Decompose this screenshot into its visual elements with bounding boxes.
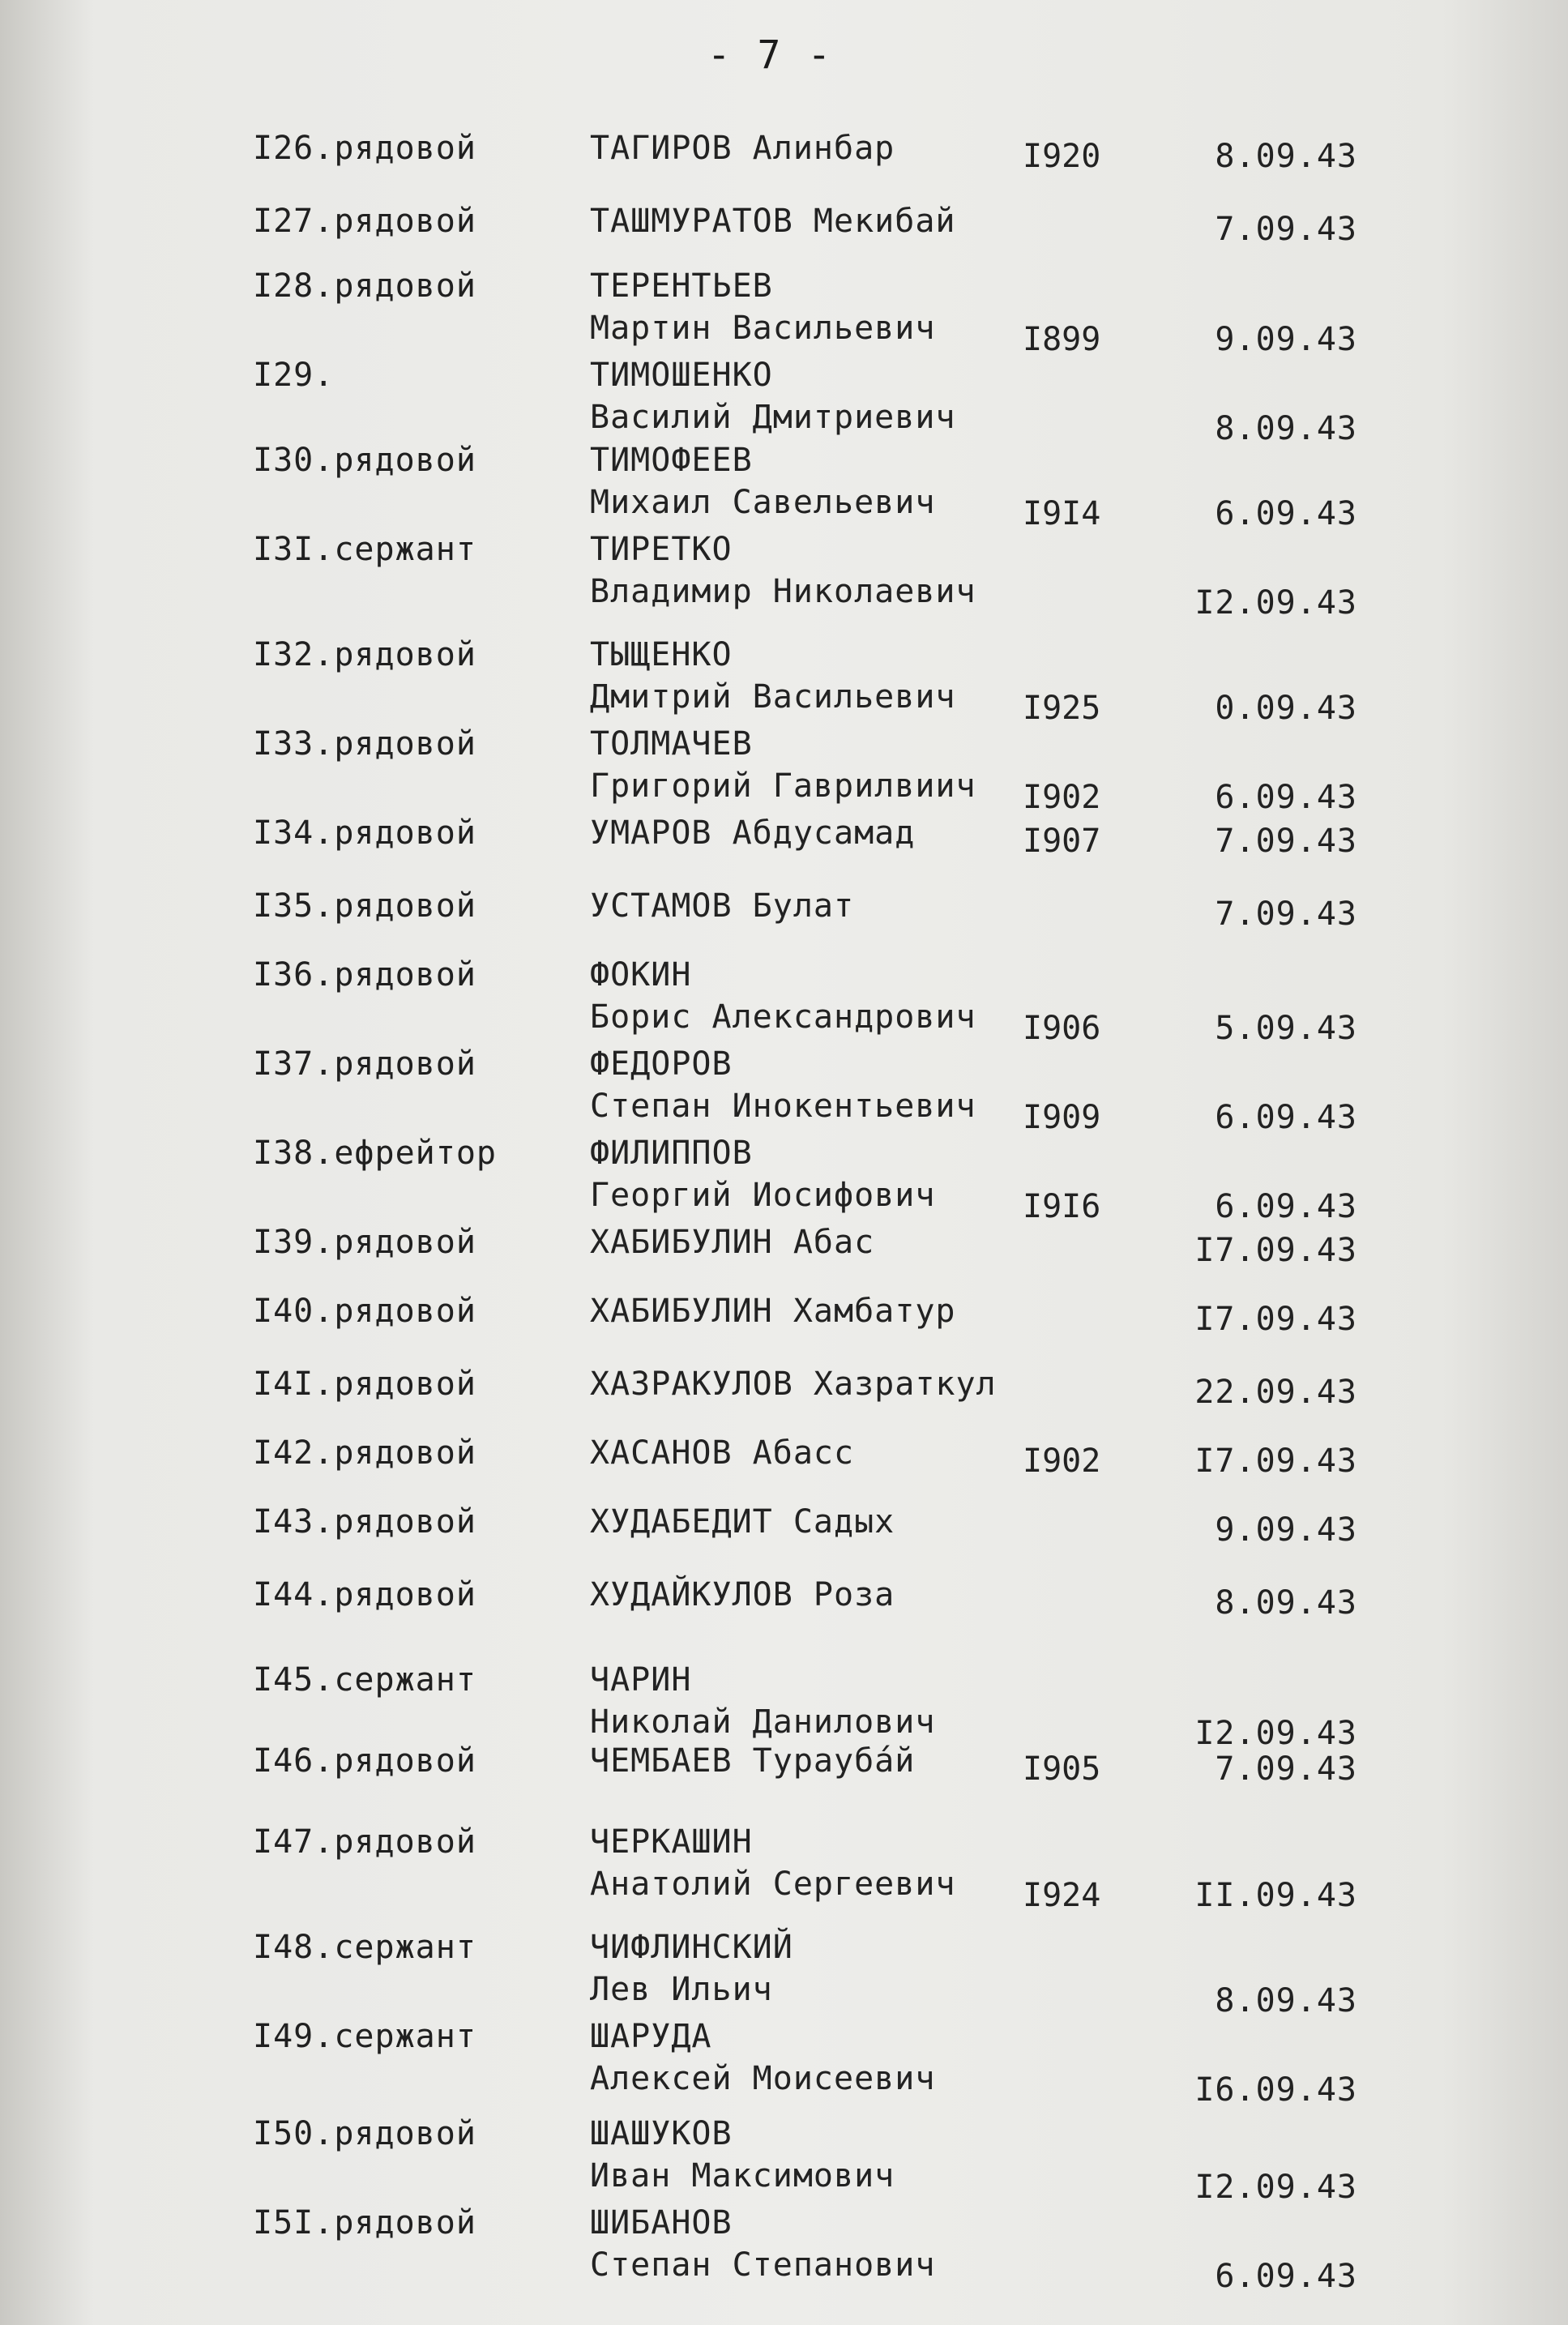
list-item: [0, 1929, 1568, 2018]
surname: ХУДАБЕДИТ Садых: [590, 1503, 895, 1541]
entry-number-rank: I4I.рядовой: [253, 1366, 476, 1403]
surname: ШИБАНОВ: [590, 2204, 733, 2242]
surname: ЧАРИН: [590, 1661, 692, 1699]
list-item: [0, 1661, 1568, 1750]
date: 8.09.43: [1215, 138, 1357, 175]
given-names: Василий Дмитриевич: [590, 399, 956, 436]
date: 9.09.43: [1215, 321, 1357, 358]
date: 5.09.43: [1215, 1010, 1357, 1047]
entry-number-rank: I5I.рядовой: [253, 2204, 476, 2242]
entry-number-rank: I34.рядовой: [253, 814, 476, 852]
surname: ХАСАНОВ Абасс: [590, 1434, 855, 1472]
entry-number-rank: I33.рядовой: [253, 725, 476, 763]
list-item: [0, 357, 1568, 446]
surname: ФЕДОРОВ: [590, 1045, 733, 1083]
birth-year: I907: [1023, 823, 1101, 860]
entry-number-rank: I28.рядовой: [253, 267, 476, 305]
surname: ТАГИРОВ Алинбар: [590, 130, 895, 167]
entry-number-rank: I43.рядовой: [253, 1503, 476, 1541]
list-item: [0, 956, 1568, 1045]
entry-number-rank: I49.сержант: [253, 2018, 476, 2055]
surname: ТИМОШЕНКО: [590, 357, 773, 394]
list-item: [0, 267, 1568, 357]
birth-year: I905: [1023, 1750, 1101, 1788]
date: I2.09.43: [1194, 1715, 1357, 1752]
list-item: [0, 1823, 1568, 1913]
entry-number-rank: I48.сержант: [253, 1929, 476, 1966]
entry-number-rank: I46.рядовой: [253, 1742, 476, 1780]
entry-number-rank: I40.рядовой: [253, 1293, 476, 1330]
given-names: Мартин Васильевич: [590, 310, 936, 347]
surname: ХАБИБУЛИН Хамбатур: [590, 1293, 956, 1330]
entry-number-rank: I35.рядовой: [253, 887, 476, 925]
date: 6.09.43: [1215, 495, 1357, 532]
date: 8.09.43: [1215, 1584, 1357, 1622]
entry-number-rank: I29.: [253, 357, 335, 394]
date: 6.09.43: [1215, 1188, 1357, 1225]
date: I2.09.43: [1194, 584, 1357, 622]
date: I7.09.43: [1194, 1442, 1357, 1480]
birth-year: I899: [1023, 321, 1101, 358]
surname: ХАБИБУЛИН Абас: [590, 1224, 875, 1261]
date: 8.09.43: [1215, 1982, 1357, 2019]
entry-number-rank: I42.рядовой: [253, 1434, 476, 1472]
surname: ТЕРЕНТЬЕВ: [590, 267, 773, 305]
date: 0.09.43: [1215, 690, 1357, 727]
given-names: Алексей Моисеевич: [590, 2060, 936, 2097]
date: I7.09.43: [1194, 1232, 1357, 1269]
surname: ФОКИН: [590, 956, 692, 994]
list-item: [0, 1045, 1568, 1135]
birth-year: I924: [1023, 1877, 1101, 1914]
date: 9.09.43: [1215, 1511, 1357, 1549]
list-item: [0, 2204, 1568, 2293]
date: 8.09.43: [1215, 410, 1357, 447]
given-names: Степан Степанович: [590, 2246, 936, 2284]
given-names: Борис Александрович: [590, 998, 976, 1036]
date: 7.09.43: [1215, 823, 1357, 860]
given-names: Иван Максимович: [590, 2157, 895, 2195]
birth-year: I902: [1023, 1442, 1101, 1480]
date: I6.09.43: [1194, 2071, 1357, 2109]
surname: ФИЛИППОВ: [590, 1135, 753, 1172]
birth-year: I9I6: [1023, 1188, 1101, 1225]
surname: ЧИФЛИНСКИЙ: [590, 1929, 793, 1966]
given-names: Владимир Николаевич: [590, 573, 976, 610]
date: 7.09.43: [1215, 1750, 1357, 1788]
entry-number-rank: I39.рядовой: [253, 1224, 476, 1261]
date: 6.09.43: [1215, 2258, 1357, 2295]
date: I7.09.43: [1194, 1301, 1357, 1338]
entry-number-rank: I47.рядовой: [253, 1823, 476, 1861]
entry-number-rank: I27.рядовой: [253, 203, 476, 240]
surname: ЧЕМБАЕВ Турауба́й: [590, 1742, 916, 1780]
surname: ТЫЩЕНКО: [590, 636, 733, 673]
surname: ХУДАЙКУЛОВ Роза: [590, 1576, 895, 1613]
birth-year: I909: [1023, 1099, 1101, 1136]
entry-number-rank: I45.сержант: [253, 1661, 476, 1699]
given-names: Григорий Гаврилвиич: [590, 767, 976, 805]
entry-number-rank: I3I.сержант: [253, 531, 476, 568]
date: 6.09.43: [1215, 779, 1357, 816]
surname: ЧЕРКАШИН: [590, 1823, 753, 1861]
given-names: Степан Инокентьевич: [590, 1088, 976, 1125]
list-item: [0, 1742, 1568, 1831]
given-names: Дмитрий Васильевич: [590, 678, 956, 716]
given-names: Михаил Савельевич: [590, 484, 936, 521]
list-item: [0, 1576, 1568, 1665]
date: 7.09.43: [1215, 895, 1357, 933]
date: 7.09.43: [1215, 211, 1357, 248]
given-names: Георгий Иосифович: [590, 1177, 936, 1214]
birth-year: I920: [1023, 138, 1101, 175]
given-names: Анатолий Сергеевич: [590, 1866, 956, 1903]
birth-year: I925: [1023, 690, 1101, 727]
date: 6.09.43: [1215, 1099, 1357, 1136]
date: 22.09.43: [1194, 1374, 1357, 1411]
surname: УСТАМОВ Булат: [590, 887, 855, 925]
entry-number-rank: I37.рядовой: [253, 1045, 476, 1083]
surname: ТИМОФЕЕВ: [590, 442, 753, 479]
birth-year: I9I4: [1023, 495, 1101, 532]
list-item: [0, 1135, 1568, 1224]
list-item: [0, 725, 1568, 814]
surname: ТАШМУРАТОВ Мекибай: [590, 203, 956, 240]
surname: УМАРОВ Абдусамад: [590, 814, 916, 852]
list-item: [0, 2115, 1568, 2204]
surname: ТИРЕТКО: [590, 531, 733, 568]
page-number: - 7 -: [707, 32, 833, 78]
list-item: [0, 636, 1568, 725]
entry-number-rank: I30.рядовой: [253, 442, 476, 479]
entry-number-rank: I36.рядовой: [253, 956, 476, 994]
entry-number-rank: I44.рядовой: [253, 1576, 476, 1613]
surname: ХАЗРАКУЛОВ Хазраткул: [590, 1366, 997, 1403]
list-item: [0, 442, 1568, 531]
date: II.09.43: [1194, 1877, 1357, 1914]
entry-number-rank: I38.ефрейтор: [253, 1135, 497, 1172]
surname: ШАШУКОВ: [590, 2115, 733, 2152]
list-item: [0, 2018, 1568, 2107]
entry-number-rank: I50.рядовой: [253, 2115, 476, 2152]
surname: ТОЛМАЧЕВ: [590, 725, 753, 763]
birth-year: I906: [1023, 1010, 1101, 1047]
given-names: Лев Ильич: [590, 1971, 773, 2008]
entry-number-rank: I32.рядовой: [253, 636, 476, 673]
date: I2.09.43: [1194, 2169, 1357, 2206]
entry-number-rank: I26.рядовой: [253, 130, 476, 167]
given-names: Николай Данилович: [590, 1703, 936, 1741]
birth-year: I902: [1023, 779, 1101, 816]
list-item: [0, 531, 1568, 620]
surname: ШАРУДА: [590, 2018, 712, 2055]
